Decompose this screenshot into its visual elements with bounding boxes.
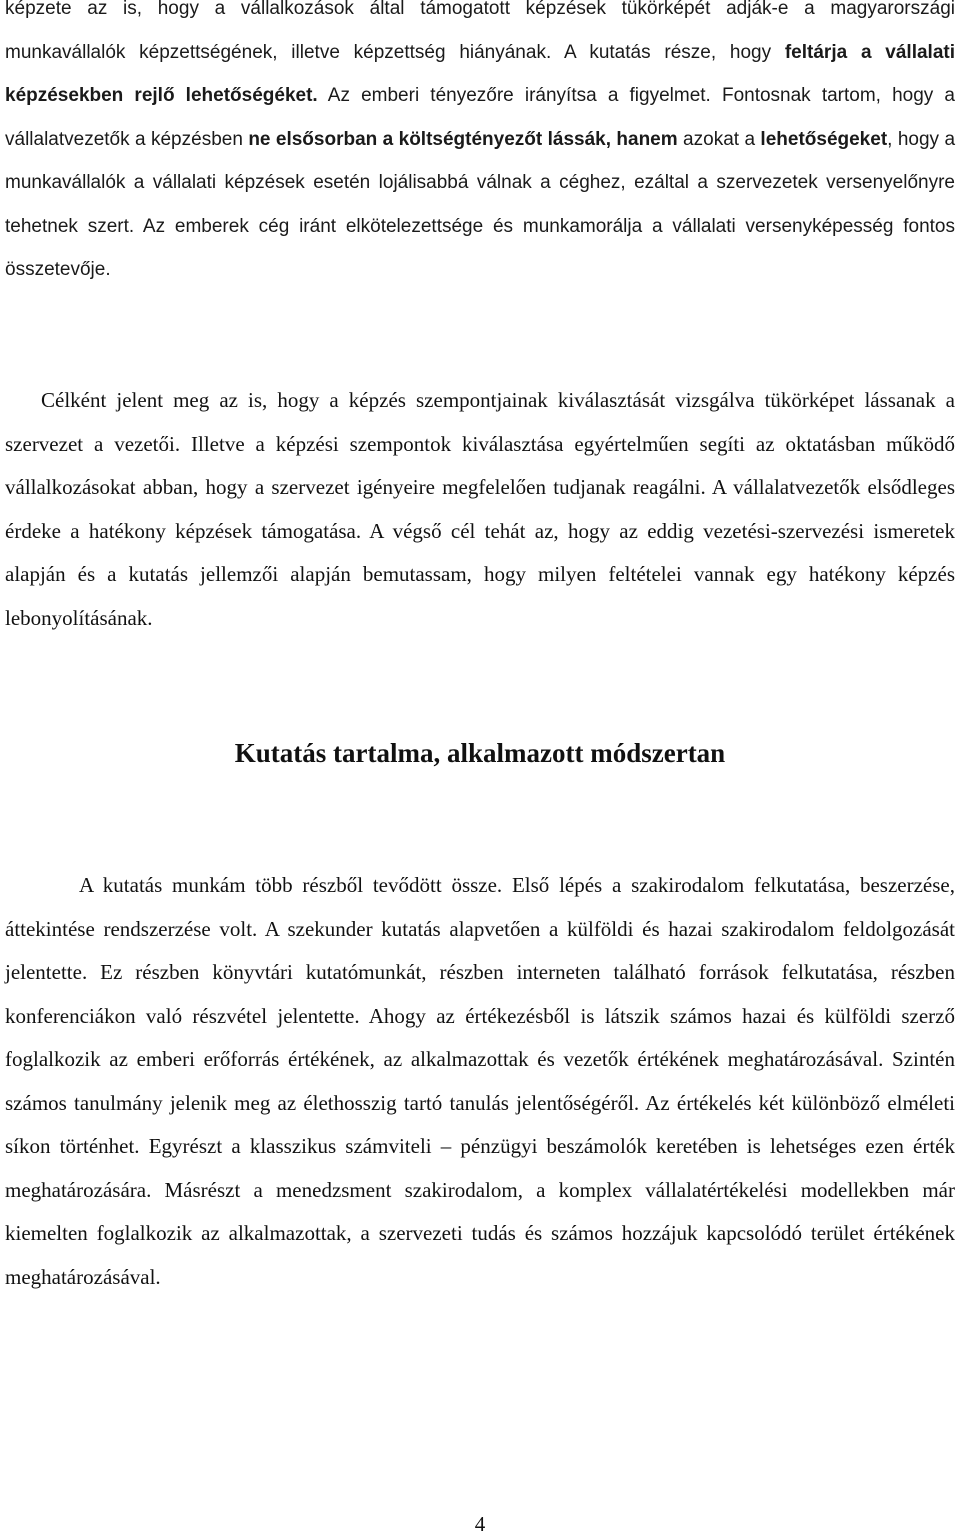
paragraph-text: Az emberi tényezőre irányítsa a figyelmet. Fontosnak tartom, hogy a vállalatvezetők a képzésben [5,85,955,150]
paragraph-text: azokat a [677,128,761,150]
paragraph-methodology: A kutatás munkám több részből tevődött össze. Első lépés a szakirodalom felkutatása, beszerzése, áttekintése rendszerzése volt. A szekunder kutatás alapvetően a külföldi és hazai szakirodalom feldolgozását jelentette. Ez részben könyvtári kutatómunkát, részben interneten található források felkutatása, részben konferenciákon való részvétel jelentette. Ahogy az értékezésből is látszik számos hazai és külföldi szerző foglalkozik az emberi erőforrás értékének, az alkalmazottak és vezetők értékének meghatározásával. Szintén számos tanulmány jelenik meg az élethosszig tartó tanulás jelentőségéről. Az értékelés két különböző elméleti síkon történhet. Egyrészt a klasszikus számviteli – pénzügyi beszámolók keretében is lehetséges ezen érték meghatározására. Másrészt a menedzsment szakirodalom, a komplex vállalatértékelési modellekben már kiemelten foglalkozik az alkalmazottak, a szervezeti tudás és számos hozzájuk kapcsolódó terület értékének meghatározásával. [5,873,955,1289]
paragraph-text: , hogy a munkavállalók a vállalati képzések esetén lojálisabbá válnak a céghez, ezáltal a szervezetek versenyelőnyre tehetnek szert. Az emberek cég iránt elkötelezettsége és munkamorálja a vállalati versenyképesség fontos összetevője. [5,128,956,280]
paragraph-text: képzete az is, hogy a vállalkozások által támogatott képzések tükörképét adják-e a magyarországi munkavállalók képzettségének, illetve képzettség hiányának. A kutatás része, hogy [5,0,955,63]
page-number: 4 [474,1512,486,1536]
bold-phrase: feltárja a vállalati képzésekben rejlő lehetőségéket. [5,41,955,106]
section-heading: Kutatás tartalma, alkalmazott módszertan [234,738,726,768]
paragraph-objectives: Célként jelent meg az is, hogy a képzés szempontjainak kiválasztását vizsgálva tükörképet lássanak a szervezet a vezetői. Illetve a képzési szempontok kiválasztása egyértelműen segíti az oktatásban működő vállalkozásokat abban, hogy a szervezet igényeire megfelelően tudjanak reagálni. A vállalatvezetők elsődleges érdeke a hatékony képzések támogatása. A végső cél tehát az, hogy az eddig vezetési-szervezési ismeretek alapján és a kutatás jellemzői alapján bemutassam, hogy milyen feltételei vannak egy hatékony képzés lebonyolításának. [5,388,955,630]
bold-phrase: lehetőségeket [760,128,888,150]
paragraph-research-goals [5,0,955,292]
bold-phrase: ne elsősorban a költségtényezőt lássák, hanem [248,128,678,150]
